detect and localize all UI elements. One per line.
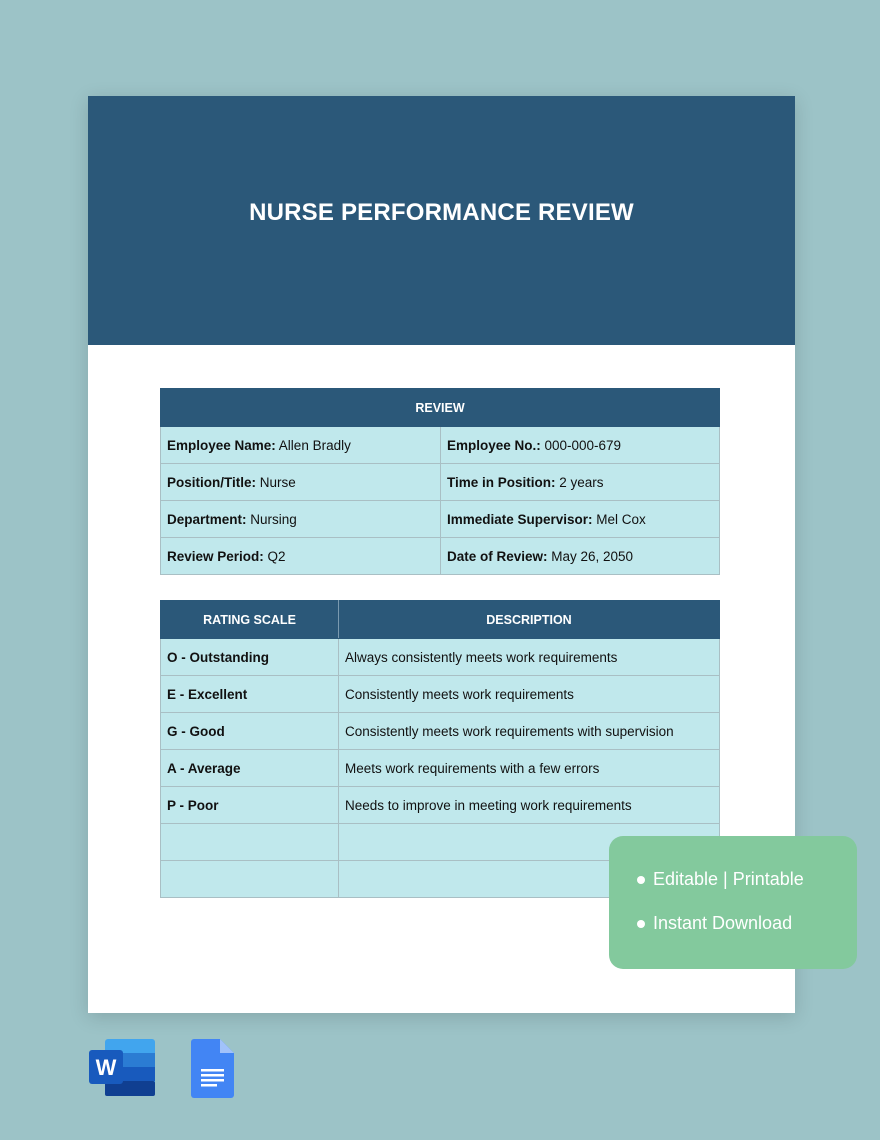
table-row	[161, 538, 720, 575]
position-cell: Position/Title: Nurse	[161, 464, 441, 501]
features-badge	[609, 836, 857, 969]
table-row: A - Average Meets work requirements with a few errors	[161, 750, 720, 787]
table-row: O - Outstanding Always consistently meets work requirements	[161, 639, 720, 676]
review-period-cell: Review Period: Q2	[161, 538, 441, 575]
feature-item: Instant Download	[637, 913, 792, 934]
table-row: G - Good Consistently meets work requirements with supervision	[161, 713, 720, 750]
table-row: E - Excellent Consistently meets work requirements	[161, 676, 720, 713]
table-row: P - Poor Needs to improve in meeting work requirements	[161, 787, 720, 824]
feature-item: Editable | Printable	[637, 869, 804, 890]
table-row	[161, 464, 720, 501]
time-in-position-cell: Time in Position: 2 years	[440, 464, 719, 501]
microsoft-word-icon	[88, 1038, 158, 1098]
department-cell: Department: Nursing	[161, 501, 441, 538]
page-title: NURSE PERFORMANCE REVIEW	[249, 198, 634, 226]
supervisor-cell: Immediate Supervisor: Mel Cox	[440, 501, 719, 538]
date-of-review-cell: Date of Review: May 26, 2050	[440, 538, 719, 575]
table-row	[161, 427, 720, 464]
review-header: REVIEW	[161, 389, 720, 427]
description-header: DESCRIPTION	[339, 601, 720, 639]
review-table	[160, 388, 720, 575]
employee-no-cell: Employee No.: 000-000-679	[440, 427, 719, 464]
title-banner	[88, 96, 795, 345]
rating-scale-header: RATING SCALE	[161, 601, 339, 639]
table-row	[161, 501, 720, 538]
bullet-icon	[637, 876, 645, 884]
employee-name-cell: Employee Name: Allen Bradly	[161, 427, 441, 464]
svg-text:W: W	[95, 1055, 117, 1080]
bullet-icon	[637, 920, 645, 928]
google-docs-icon	[190, 1038, 236, 1100]
